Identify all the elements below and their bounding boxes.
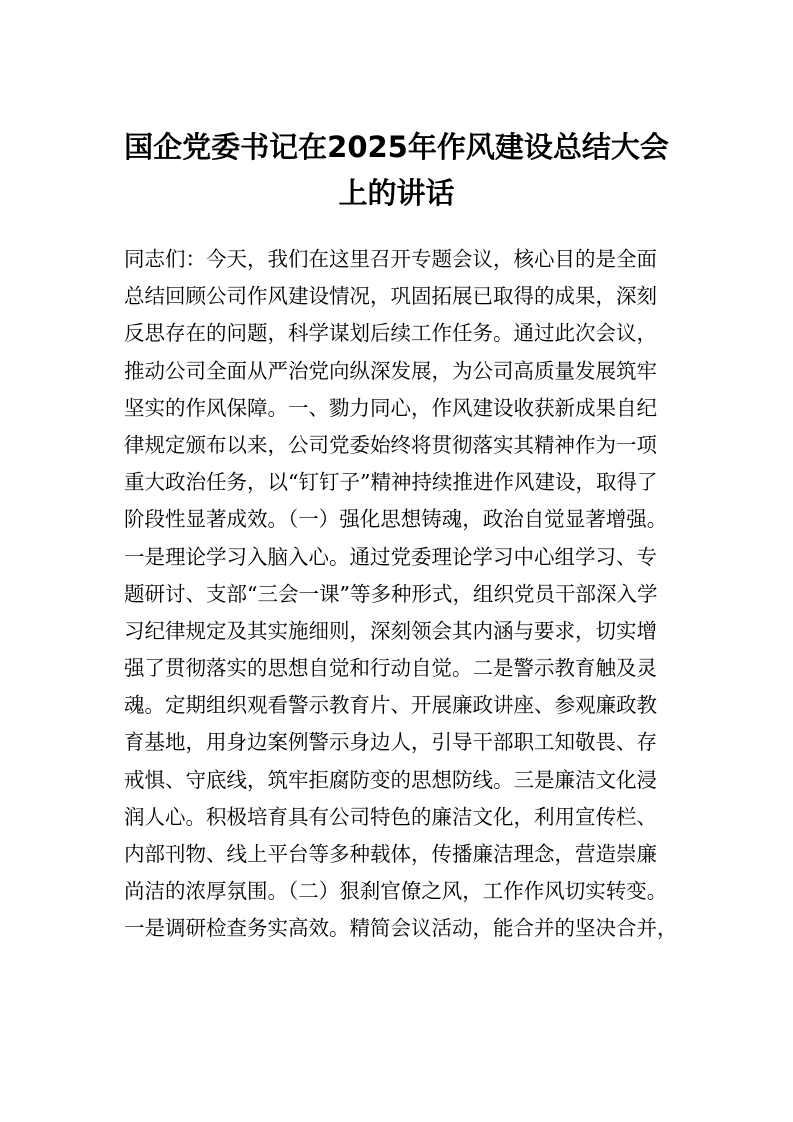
body-line: 尚洁的浓厚氛围。（二）狠刹官僚之风，工作作风切实转变。 — [124, 879, 668, 904]
body-line: 律规定颁布以来，公司党委始终将贯彻落实其精神作为一项 — [124, 432, 657, 457]
body-line: 习纪律规定及其实施细则，深刻领会其内涵与要求，切实增 — [124, 618, 657, 643]
body-line: 总结回顾公司作风建设情况，巩固拓展已取得的成果，深刻 — [124, 284, 657, 309]
body-line: 重大政治任务，以“钉钉子”精神持续推进作风建设，取得了 — [124, 470, 658, 495]
body-line: 育基地，用身边案例警示身边人，引导干部职工知敬畏、存 — [124, 730, 657, 755]
body-line: 戒惧、守底线，筑牢拒腐防变的思想防线。三是廉洁文化浸 — [124, 767, 657, 792]
document-title — [0, 124, 793, 216]
body-line: 同志们：今天，我们在这里召开专题会议，核心目的是全面 — [124, 247, 657, 271]
body-line: 阶段性显著成效。（一）强化思想铸魂，政治自觉显著增强。 — [124, 507, 668, 532]
body-line: 坚实的作风保障。一、勠力同心，作风建设收获新成果自纪 — [124, 395, 657, 420]
body-line: 反思存在的问题，科学谋划后续工作任务。通过此次会议， — [124, 321, 657, 346]
title-line: 上的讲话 — [338, 176, 455, 210]
body-line: 题研讨、支部“三会一课”等多种形式，组织党员干部深入学 — [124, 581, 658, 606]
body-line: 推动公司全面从严治党向纵深发展，为公司高质量发展筑牢 — [124, 358, 657, 383]
body-line: 一是调研检查务实高效。精简会议活动，能合并的坚决合并， — [124, 916, 678, 941]
title-line: 国企党委书记在2025年作风建设总结大会 — [124, 130, 669, 164]
body-line: 内部刊物、线上平台等多种载体，传播廉洁理念，营造崇廉 — [124, 842, 657, 866]
body-line: 润人心。积极培育具有公司特色的廉洁文化，利用宣传栏、 — [124, 804, 657, 829]
document-body — [124, 241, 678, 948]
body-line: 强了贯彻落实的思想自觉和行动自觉。二是警示教育触及灵 — [124, 656, 657, 681]
body-line: 一是理论学习入脑入心。通过党委理论学习中心组学习、专 — [124, 544, 657, 569]
body-line: 魂。定期组织观看警示教育片、开展廉政讲座、参观廉政教 — [124, 693, 657, 718]
